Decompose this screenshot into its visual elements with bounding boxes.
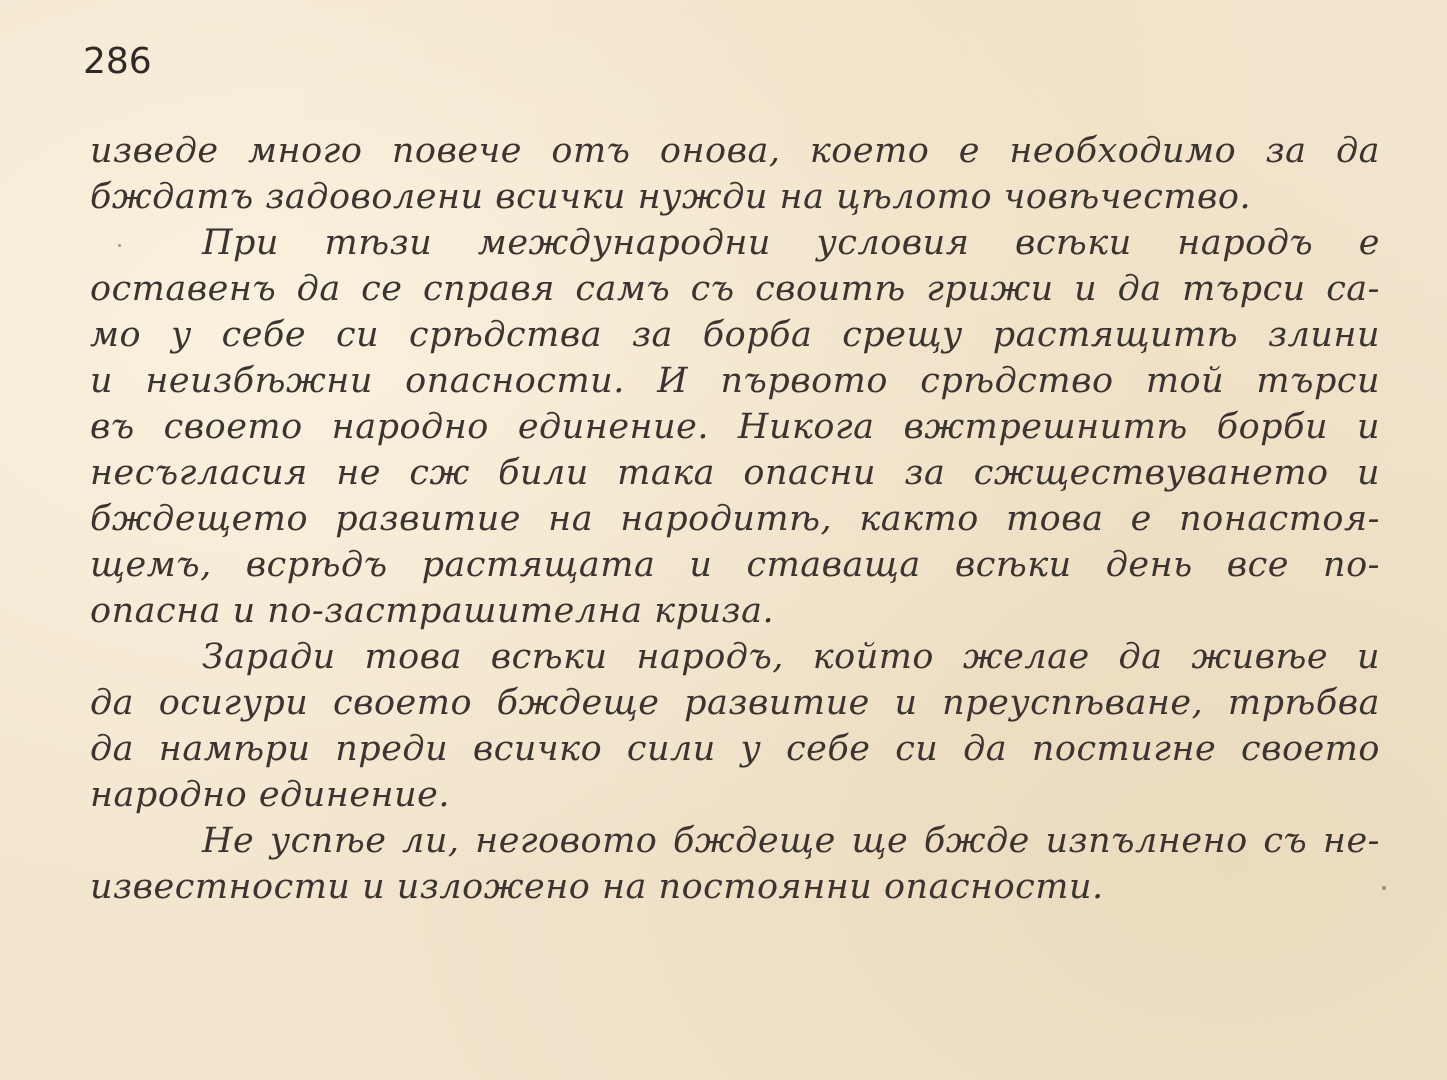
- paragraph-start-line: При тѣзи международни условия всѣки народъ е: [202, 223, 1380, 263]
- text-line: народно единение.: [90, 775, 450, 815]
- text-line: да намѣри преди всичко сили у себе си да постигне своето: [90, 729, 1380, 769]
- text-line: бждатъ задоволени всички нужди на цѣлото човѣчество.: [90, 177, 1252, 217]
- text-line: оставенъ да се справя самъ съ своитѣ грижи и да търси са-: [90, 269, 1380, 309]
- text-line: щемъ, всрѣдъ растящата и ставаща всѣки день все по-: [90, 545, 1380, 585]
- text-line: известности и изложено на постоянни опасности.: [90, 867, 1104, 907]
- text-line: мо у себе си срѣдства за борба срещу растящитѣ злини: [90, 315, 1380, 355]
- paragraph-start-line: Не успѣе ли, неговото бждеще ще бжде изпълнено съ не-: [202, 821, 1380, 861]
- text-line: изведе много повече отъ онова, което е необходимо за да: [90, 131, 1380, 171]
- paragraph-start-line: Заради това всѣки народъ, който желае да живѣе и: [202, 637, 1380, 677]
- paper-speck: [118, 244, 121, 247]
- text-line: опасна и по-застрашителна криза.: [90, 591, 775, 631]
- page-number: 286: [83, 41, 152, 82]
- text-line: бждещето развитие на народитѣ, както това е понастоя-: [90, 499, 1380, 539]
- text-line: да осигури своето бждеще развитие и преуспѣване, трѣбва: [90, 683, 1380, 723]
- text-line: несъгласия не сж били така опасни за сжществуването и: [90, 453, 1380, 493]
- body-text: [90, 128, 1380, 910]
- text-line: и неизбѣжни опасности. И първото срѣдство той търси: [90, 361, 1380, 401]
- text-line: въ своето народно единение. Никога вжтрешнитѣ борби и: [90, 407, 1380, 447]
- paper-speck: [1382, 886, 1386, 890]
